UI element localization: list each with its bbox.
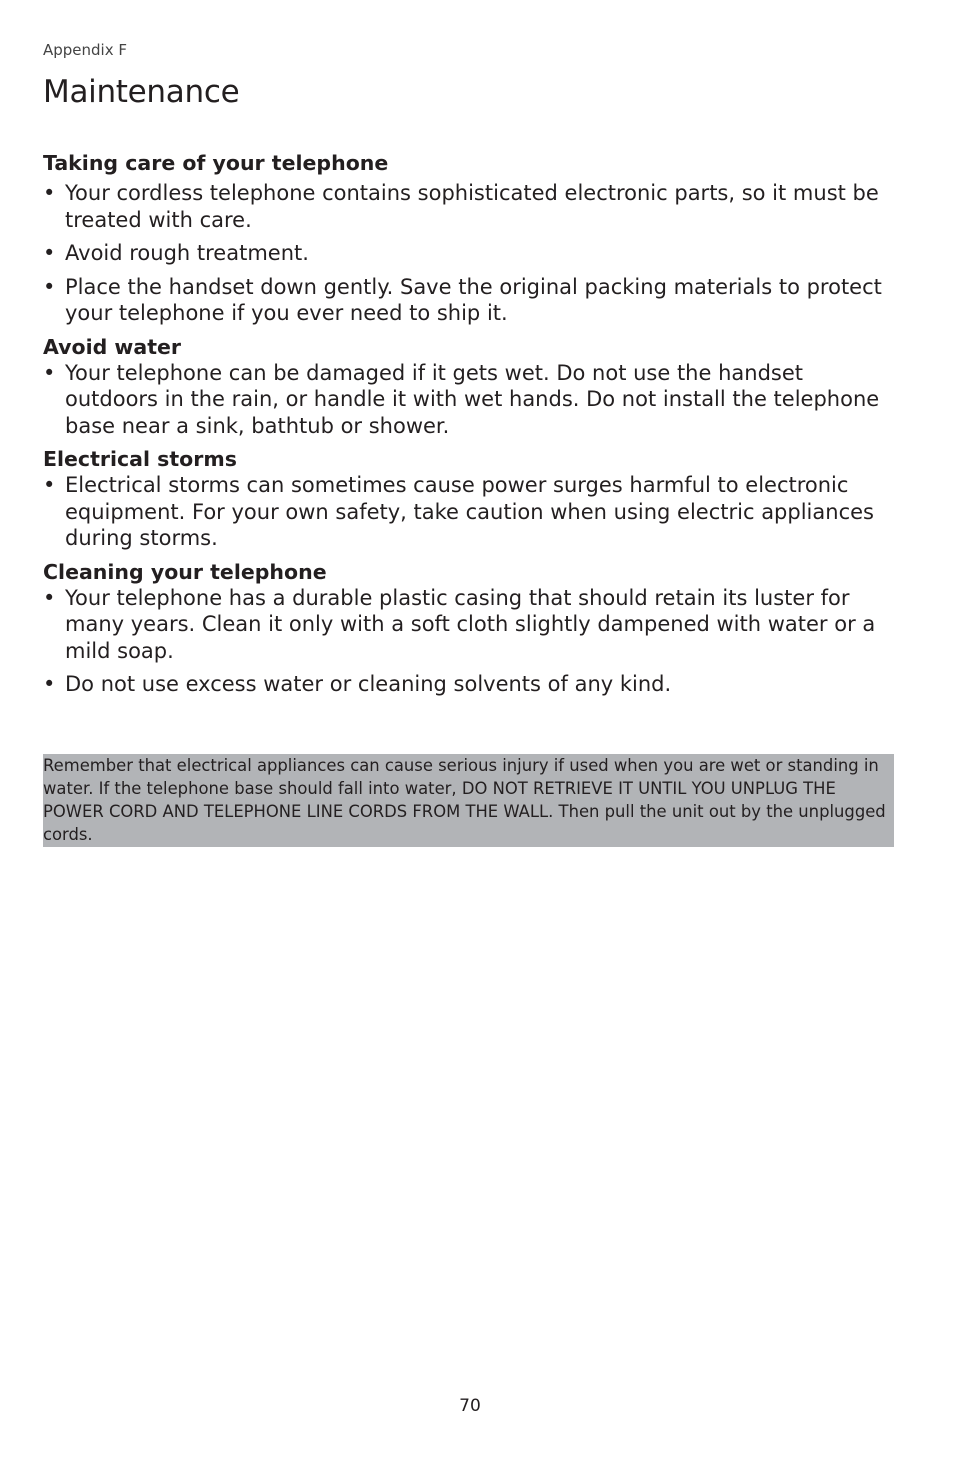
bullet-icon: • [43, 181, 56, 205]
bullet-list [43, 180, 898, 327]
section-cleaning [43, 559, 898, 698]
list-item-text: Your cordless telephone contains sophisticated electronic parts, so it must be treated with care. [65, 181, 879, 232]
list-item-text: Your telephone has a durable plastic casing that should retain its luster for many years. Clean it only with a soft cloth slightly dampened with water or a mild soap. [65, 585, 876, 663]
maintenance-content [43, 150, 898, 705]
section-taking-care [43, 150, 898, 327]
appendix-label: Appendix F [43, 41, 128, 59]
list-item-text: Place the handset down gently. Save the original packing materials to protect your telephone if you ever need to ship it. [65, 274, 882, 325]
bullet-list [43, 472, 898, 552]
list-item [43, 240, 898, 267]
list-item [43, 180, 898, 233]
page-title: Maintenance [43, 74, 240, 110]
bullet-icon: • [43, 274, 56, 299]
list-item [43, 585, 898, 665]
bullet-list [43, 360, 898, 440]
section-electrical-storms [43, 446, 898, 552]
safety-note: Remember that electrical appliances can cause serious injury if used when you are wet or standing in water. If the telephone base should fall into water, DO NOT RETRIEVE IT UNTIL YOU UNPLUG THE POWER CORD AND TELEPHONE LINE CORDS FROM THE WALL. Then pull the unit out by the unplugged cords. [43, 754, 894, 847]
list-item [43, 360, 898, 440]
bullet-icon: • [43, 360, 56, 385]
bullet-icon: • [43, 585, 56, 610]
list-item-text: Avoid rough treatment. [65, 241, 309, 265]
bullet-icon: • [43, 473, 56, 497]
section-heading: Cleaning your telephone [43, 559, 327, 584]
bullet-icon: • [43, 672, 56, 696]
list-item [43, 472, 898, 552]
list-item-text: Electrical storms can sometimes cause power surges harmful to electronic equipment. For your own safety, take caution when using electric appliances during storms. [65, 473, 874, 550]
page-number: 70 [459, 1396, 481, 1416]
section-heading: Taking care of your telephone [43, 151, 389, 175]
list-item [43, 274, 898, 327]
bullet-icon: • [43, 241, 56, 265]
section-avoid-water [43, 334, 898, 440]
list-item [43, 671, 898, 698]
list-item-text: Do not use excess water or cleaning solvents of any kind. [65, 672, 672, 696]
section-heading: Electrical storms [43, 447, 237, 471]
bullet-list [43, 585, 898, 698]
section-heading: Avoid water [43, 334, 182, 359]
list-item-text: Your telephone can be damaged if it gets wet. Do not use the handset outdoors in the rain, or handle it with wet hands. Do not install the telephone base near a sink, bathtub or shower. [65, 360, 880, 438]
